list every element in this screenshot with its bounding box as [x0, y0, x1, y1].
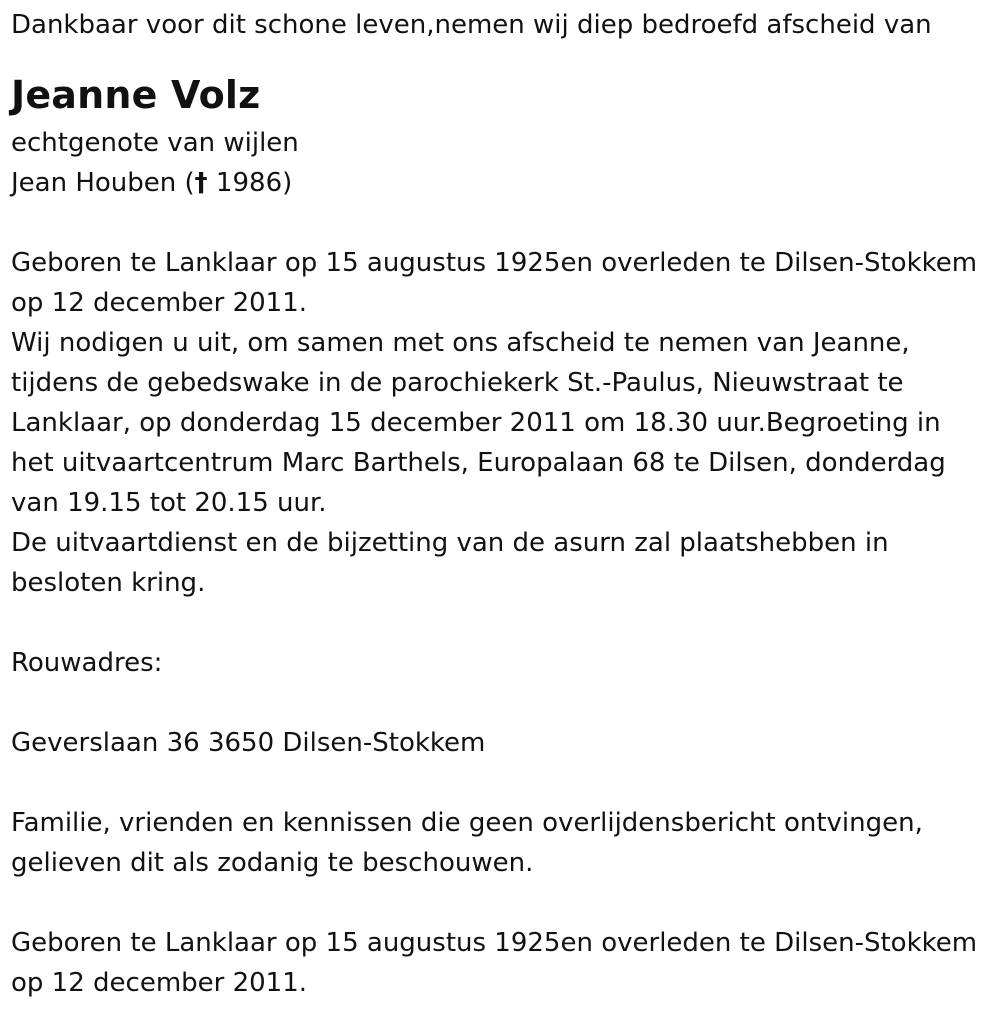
invitation-line-2: tijdens de gebedswake in de parochiekerk St.-Paulus, Nieuwstraat te	[11, 368, 904, 398]
invitation-line-1: Wij nodigen u uit, om samen met ons afscheid te nemen van Jeanne,	[11, 328, 910, 358]
spouse-relation: echtgenote van wijlen	[11, 128, 299, 158]
cross-icon: †	[194, 168, 208, 198]
intro-text: Dankbaar voor dit schone leven,nemen wij diep bedroefd afscheid van	[11, 10, 932, 40]
spacer	[11, 883, 991, 923]
invitation-line-4: het uitvaartcentrum Marc Barthels, Europalaan 68 te Dilsen, donderdag	[11, 448, 946, 478]
deceased-name: Jeanne Volz	[11, 73, 261, 117]
spacer	[11, 203, 991, 243]
family-line-2: gelieven dit als zodanig te beschouwen.	[11, 848, 534, 878]
invitation-line-5: van 19.15 tot 20.15 uur.	[11, 488, 327, 518]
family-line-1: Familie, vrienden en kennissen die geen overlijdensbericht ontvingen,	[11, 808, 923, 838]
repeat-birth-death-line-2: op 12 december 2011.	[11, 968, 308, 998]
spacer	[11, 763, 991, 803]
spouse-name	[11, 163, 991, 203]
spacer	[11, 683, 991, 723]
mourning-address: Geverslaan 36 3650 Dilsen-Stokkem	[11, 728, 486, 758]
spouse-death-year: 1986)	[207, 168, 293, 198]
address-label: Rouwadres:	[11, 648, 163, 678]
birth-death-line-2: op 12 december 2011.	[11, 288, 308, 318]
spacer	[11, 603, 991, 643]
service-line-1: De uitvaartdienst en de bijzetting van de asurn zal plaatshebben in	[11, 528, 889, 558]
service-line-2: besloten kring.	[11, 568, 206, 598]
invitation-line-3: Lanklaar, op donderdag 15 december 2011 om 18.30 uur.Begroeting in	[11, 408, 941, 438]
repeat-birth-death-line-1: Geboren te Lanklaar op 15 augustus 1925en overleden te Dilsen-Stokkem	[11, 928, 978, 958]
death-notice	[11, 5, 991, 1003]
birth-death-line-1: Geboren te Lanklaar op 15 augustus 1925en overleden te Dilsen-Stokkem	[11, 248, 978, 278]
spouse-name-prefix: Jean Houben (	[11, 168, 195, 198]
